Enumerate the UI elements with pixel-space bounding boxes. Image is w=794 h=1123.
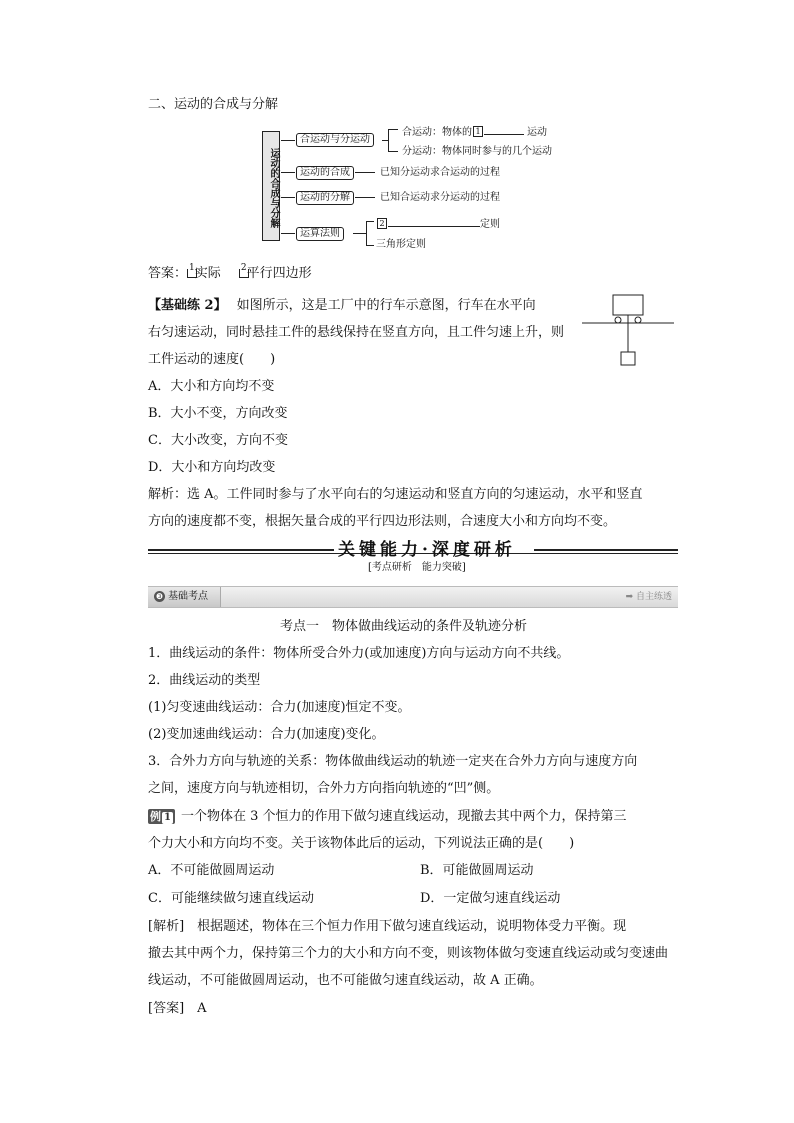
- topic-p5b: 之间，速度方向与轨迹相切，合外力方向指向轨迹的“凹”侧。: [148, 781, 500, 796]
- banner-rule-right: [534, 549, 678, 551]
- topic-p2: 2．曲线运动的类型: [148, 673, 261, 688]
- section-heading: 二、运动的合成与分解: [148, 97, 279, 112]
- option-d: D．大小和方向均改变: [148, 460, 276, 475]
- topic-p1: 1．曲线运动的条件：物体所受合外力(或加速度)方向与运动方向不共线。: [148, 646, 570, 661]
- rule1-suffix: 定则: [480, 219, 500, 230]
- branch-line: [353, 233, 366, 234]
- blank1-number: 1: [473, 126, 483, 137]
- branch-line: [366, 245, 374, 246]
- component-motion-label: 分运动：物体同时参与的几个运动: [402, 146, 552, 157]
- combined-prefix: 合运动：物体的: [402, 127, 472, 138]
- example1-opt-b: B．可能做圆周运动: [420, 863, 534, 878]
- self-practice-link[interactable]: ➡ 自主练透: [625, 592, 672, 602]
- example-label: 例: [150, 810, 161, 823]
- exercise2-text1: 如图所示，这是工厂中的行车示意图，行车在水平向: [236, 298, 536, 313]
- branch-line: [366, 221, 367, 245]
- tab-basic-points[interactable]: [148, 587, 221, 607]
- answer-item-1: 实际: [194, 266, 221, 281]
- example1-opt-d: D．一定做匀速直线运动: [420, 891, 561, 906]
- branch-line: [382, 140, 388, 141]
- branch-line: [388, 129, 389, 151]
- diagram-vertical-title: 运动的合成与分解: [262, 131, 280, 241]
- exercise2-analysis-1: 解析：选 A。工件同时参与了水平向右的匀速运动和竖直方向的匀速运动，水平和竖直: [148, 487, 643, 502]
- crane-wheel-left: [615, 317, 621, 323]
- workpiece: [621, 352, 635, 365]
- decomposition-desc: 已知合运动求分运动的过程: [380, 192, 500, 203]
- example-badge: [148, 809, 175, 824]
- arrow-line: [355, 197, 375, 198]
- example1-answer: [答案] A: [148, 1001, 207, 1016]
- exercise2-line2: 右匀速运动，同时悬挂工件的悬线保持在竖直方向，且工件匀速上升，则: [148, 325, 565, 340]
- composition-desc: 已知分运动求合运动的过程: [380, 167, 500, 178]
- example1-line1: [148, 808, 627, 826]
- example1-text1: 一个物体在 3 个恒力的作用下做匀速直线运动，现撤去其中两个力，保持第三: [180, 809, 627, 824]
- answer-line: [148, 265, 312, 284]
- exercise2-tag: 【基础练 2】: [148, 298, 227, 313]
- combined-motion-label: [402, 124, 547, 139]
- arrow-line: [281, 172, 295, 173]
- exercise2-line3: 工件运动的速度( ): [148, 352, 276, 367]
- option-c: C．大小改变，方向不变: [148, 433, 288, 448]
- rule1-label: [376, 216, 500, 231]
- box-rules: 运算法则: [296, 227, 344, 241]
- answer-num-2: 2: [240, 263, 247, 273]
- blank2-number: 2: [377, 218, 387, 229]
- crane-trolley: [613, 295, 643, 315]
- tab-label: 基础考点: [168, 591, 208, 602]
- example-number: 1: [164, 812, 171, 823]
- branch-line: [388, 129, 398, 130]
- crane-wheel-right: [635, 317, 641, 323]
- arrow-line: [355, 172, 375, 173]
- combined-suffix: 运动: [527, 127, 547, 138]
- topic-p5a: 3．合外力方向与轨迹的关系：物体做曲线运动的轨迹一定夹在合外力方向与速度方向: [148, 754, 638, 769]
- blank2-line: [388, 216, 480, 227]
- example1-analysis-3: 线运动，不可能做圆周运动，也不可能做匀速直线运动，故 A 正确。: [148, 973, 543, 988]
- exercise2-analysis-2: 方向的速度都不变，根据矢量合成的平行四边形法则，合速度大小和方向均不变。: [148, 514, 617, 529]
- banner-rule-left: [148, 549, 334, 551]
- arrow-line: [281, 233, 295, 234]
- example1-analysis-1: [解析] 根据题述，物体在三个恒力作用下做匀速直线运动，说明物体受力平衡。现: [148, 919, 627, 934]
- banner-subtitle: [考点研析 能力突破]: [368, 562, 466, 573]
- section-bar: [148, 586, 678, 608]
- answer-label: 答案：: [148, 266, 188, 281]
- branch-line: [366, 221, 374, 222]
- arrow-line: [281, 140, 295, 141]
- banner-title: 关键能力·深度研析: [338, 540, 516, 560]
- arrow-line: [281, 197, 295, 198]
- topic-title: 考点一 物体做曲线运动的条件及轨迹分析: [280, 619, 528, 634]
- option-a: A．大小和方向均不变: [148, 379, 275, 394]
- rule2-label: 三角形定则: [376, 239, 426, 250]
- crane-diagram: [578, 292, 678, 372]
- blank1-line: [484, 124, 524, 135]
- branch-line: [388, 151, 398, 152]
- answer-num-1: 1: [189, 263, 195, 273]
- example1-analysis-2: 撤去其中两个力，保持第三个力的大小和方向不变，则该物体做匀变速直线运动或匀变速曲: [148, 946, 669, 961]
- option-b: B．大小不变，方向改变: [148, 406, 288, 421]
- box-composition: 运动的合成: [296, 166, 354, 180]
- answer-item-2: 平行四边形: [246, 266, 312, 281]
- example1-opt-c: C．可能继续做匀速直线运动: [148, 891, 314, 906]
- topic-p3: (1)匀变速曲线运动：合力(加速度)恒定不变。: [148, 700, 411, 715]
- box-decomposition: 运动的分解: [296, 191, 354, 205]
- example1-line2: 个力大小和方向均不变。关于该物体此后的运动，下列说法正确的是( ): [148, 836, 575, 851]
- box-synthesis-decomposition: 合运动与分运动: [296, 133, 374, 147]
- exercise2-line1: [148, 297, 536, 315]
- book-icon: ❸: [155, 592, 164, 601]
- example1-opt-a: A．不可能做圆周运动: [148, 863, 275, 878]
- topic-p4: (2)变加速曲线运动：合力(加速度)变化。: [148, 727, 385, 742]
